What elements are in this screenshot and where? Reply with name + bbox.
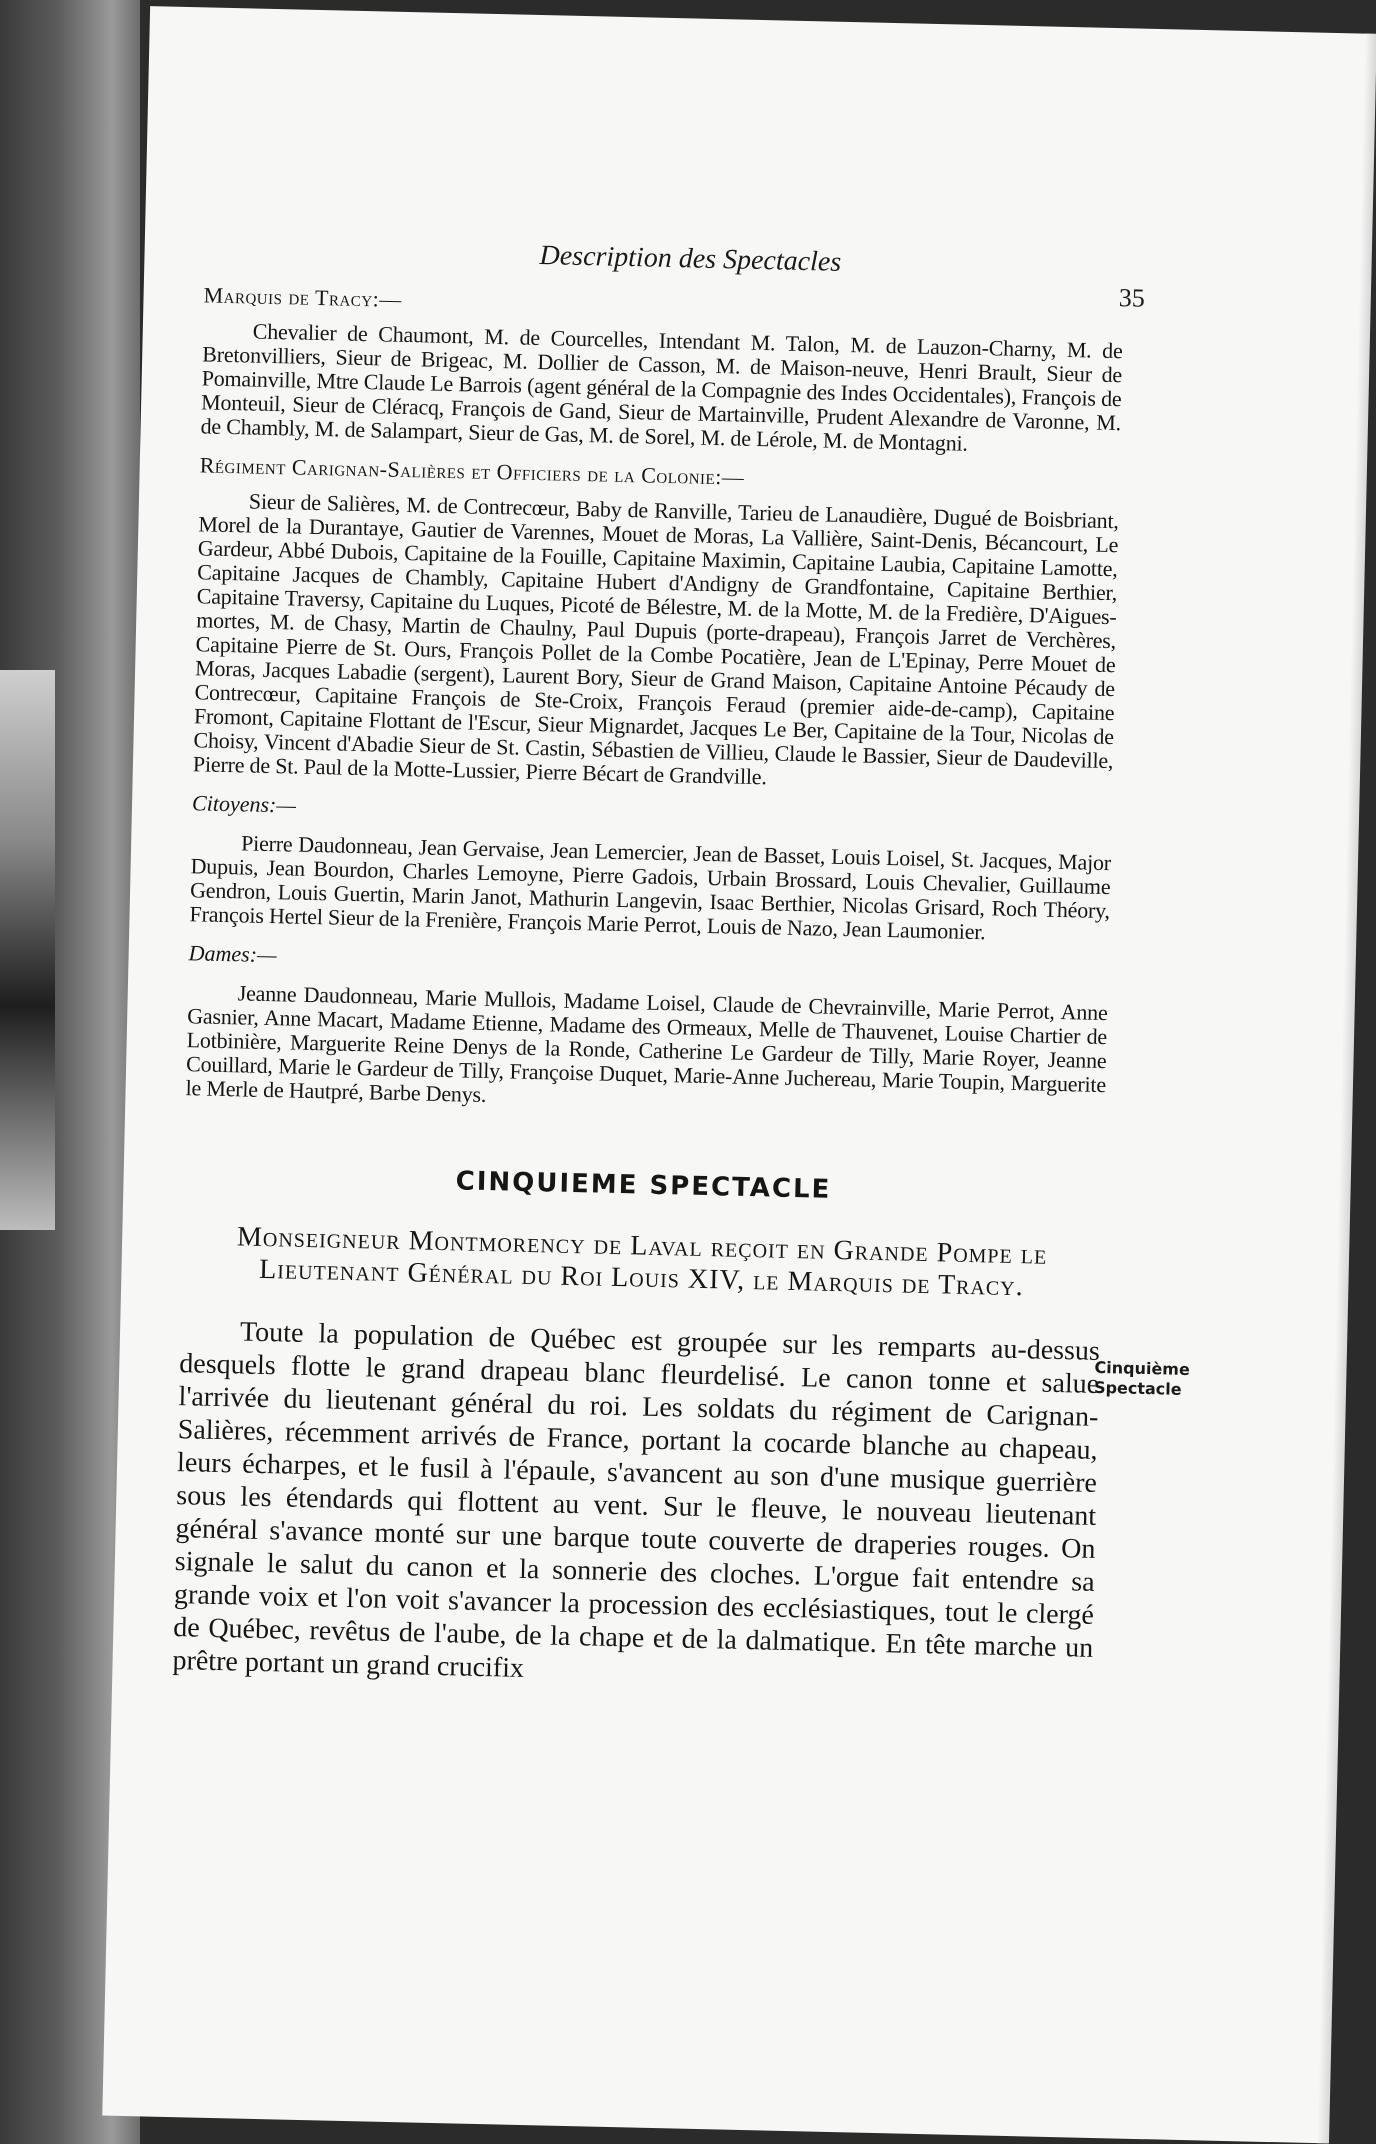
cast-list-citoyens: Pierre Daudonneau, Jean Gervaise, Jean Lemercier, Jean de Basset, Louis Loisel, St. Jacques, Major Dupuis, Jean Bourdon, Charles Lemoyne, Pierre Gadois, Urbain Brossard, Louis Chevalier, Guillaume Gendron, Louis Guertin, Marin Janot, Mathurin Langevin, Isaac Berthier, Nicolas Grisard, Roch Théory, François Hertel Sieur de la Frenière, François Marie Perrot, Louis de Nazo, Jean Laumonier. (189, 830, 1112, 945)
body-paragraph: Toute la population de Québec est groupée sur les remparts au-dessus desquels flotte le grand drapeau blanc fleurdelisé. Le canon tonne et salue l'arrivée du lieutenant général du roi. Les soldats du régiment de Carignan-Salières, récemment arrivés de France, portant la cocarde blanche au chapeau, leurs écharpes, et le fusil à l'épaule, s'avancent au son d'une musique guerrière sous les étendards qui flottent au vent. Sur le fleuve, le nouveau lieutenant général s'avance monté sur une barque toute couverte de draperies rouges. On signale le salut du canon et la sonnerie des cloches. L'orgue fait entendre sa grande voix et l'on voit s'avancer la procession des ecclésiastiques, tout le clergé de Québec, revêtus de l'aube, de la chape et de la dalmatique. En tête marche un prêtre portant un grand crucifix (172, 1316, 1101, 1684)
cast-list-regiment: Sieur de Salières, M. de Contrecœur, Baby de Ranville, Tarieu de Lanaudière, Dugué de Boisbriant, Morel de la Durantaye, Gautier de Varennes, Mouet de Moras, La Vallière, Saint-Denis, Bécancourt, Le Gardeur, Abbé Dubois, Capitaine de la Fouille, Capitaine Maximin, Capitaine Laubia, Capitaine Lamotte, Capitaine Jacques de Chambly, Capitaine Hubert d'Andigny de Grandfontaine, Capitaine Berthier, Capitaine Traversy, Capitaine du Luques, Picoté de Bélestre, M. de la Motte, M. de la Fredière, D'Aigues-mortes, M. de Chasy, Martin de Chaulny, Paul Dupuis (porte-drapeau), François Jarret de Verchères, Capitaine Pierre de St. Ours, François Pollet de la Combe Pocatière, Jean de L'Epinay, Perre Mouet de Moras, Jacques Labadie (sergent), Laurent Bory, Sieur de Grand Maison, Capitaine Antoine Pécaudy de Contrecœur, Capitaine François de Ste-Croix, François Feraud (premier aide-de-camp), Capitaine Fromont, Capitaine Flottant de l'Escur, Sieur Mignardet, Jacques Le Ber, Capitaine de la Tour, Nicolas de Choisy, Vincent d'Abadie Sieur de St. Castin, Sébastien de Villieu, Claude le Bassier, Sieur de Daudeville, Pierre de St. Paul de la Motte-Lussier, Pierre Bécart de Grandville. (192, 488, 1120, 790)
cast-heading-tracy: Marquis de Tracy:— (203, 282, 403, 312)
cast-heading-citoyens: Citoyens:— (191, 790, 297, 818)
section-subtitle: Monseigneur Montmorency de Laval reçoit en Grande Pompe le Lieutenant Général du Roi Louis XIV, le Marquis de Tracy. (236, 1221, 1048, 1303)
cast-list-tracy: Chevalier de Chaumont, M. de Courcelles, Intendant M. Talon, M. de Lauzon-Charny, M. de Bretonvilliers, Sieur de Brigeac, M. Dollier de Casson, M. de Maison-neuve, Henri Brault, Sieur de Pomainville, Mtre Claude Le Barrois (agent général de la Compagnie des Indes Occidentales), François de Monteuil, Sieur de Cléracq, François de Gand, Sieur de Martainville, Prudent Alexandre de Varonne, M. de Chambly, M. de Salampart, Sieur de Gas, M. de Sorel, M. de Lérole, M. de Montagni. (200, 318, 1123, 456)
cast-heading-regiment: Régiment Carignan-Salières et Officiers de la Colonie:— (199, 452, 745, 490)
running-title: Description des Spectacles (539, 239, 842, 278)
page-edge-shadow (1317, 34, 1376, 2144)
margin-note-line: Spectacle (1093, 1377, 1182, 1399)
page-number: 35 (1118, 283, 1146, 313)
section-title: CINQUIEME SPECTACLE (455, 1166, 832, 1205)
book-page (102, 6, 1376, 2143)
adjacent-page-photo (0, 670, 55, 1230)
margin-note (1094, 1358, 1190, 1400)
cast-heading-dames: Dames:— (188, 940, 277, 968)
margin-note-line: Cinquième (1094, 1357, 1191, 1380)
cast-list-dames: Jeanne Daudonneau, Marie Mullois, Madame Loisel, Claude de Chevrainville, Marie Perrot, Anne Gasnier, Anne Macart, Madame Etienne, Madame des Ormeaux, Melle de Thauvenet, Louise Chartier de Lotbinière, Marguerite Reine Denys de la Ronde, Catherine Le Gardeur de Tilly, Marie Royer, Jeanne Couillard, Marie le Gardeur de Tilly, Françoise Duquet, Marie-Anne Juchereau, Marie Toupin, Marguerite le Merle de Hautpré, Barbe Denys. (185, 980, 1108, 1107)
page-content (172, 222, 1125, 1697)
